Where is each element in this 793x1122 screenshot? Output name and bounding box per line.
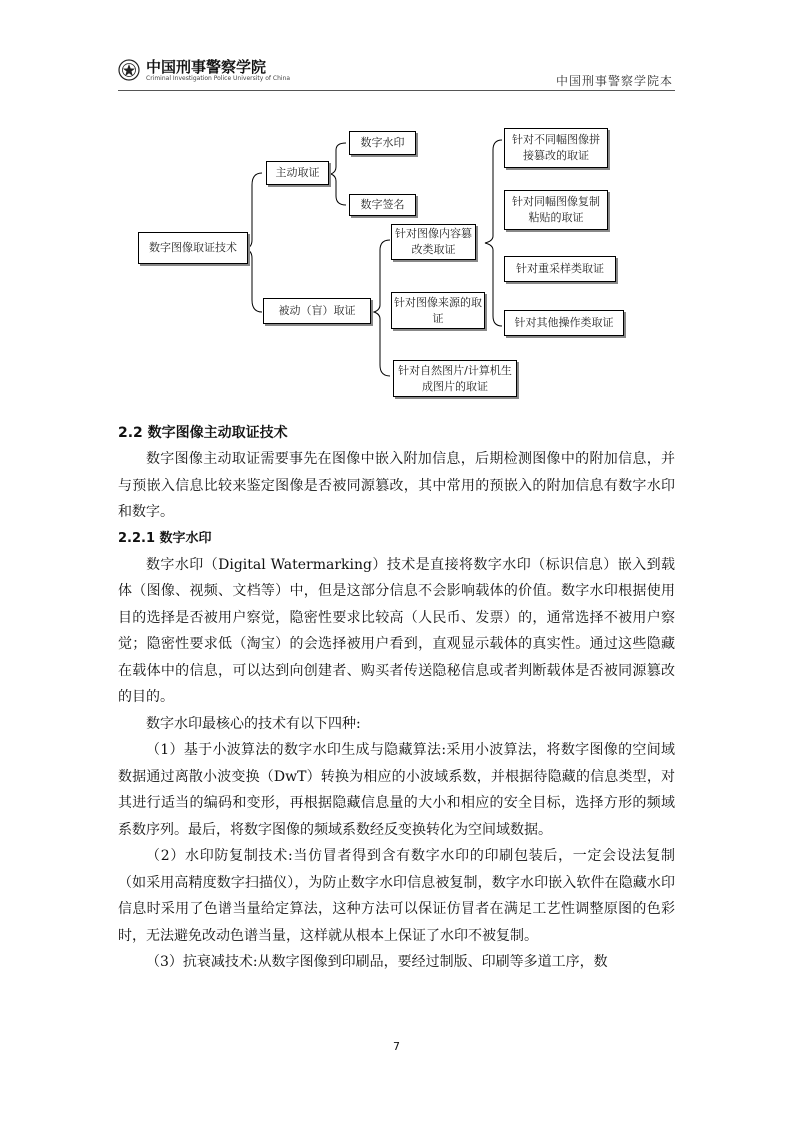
node-passive-forensics: 被动（盲）取证 — [263, 298, 371, 324]
node-content-tamper-forensics: 针对图像内容篡改类取证 — [391, 224, 476, 260]
node-copy-move-forensics: 针对同幅图像复制粘贴的取证 — [504, 190, 608, 230]
header-right-text: 中国刑事警察学院本 — [555, 74, 673, 88]
paragraph-active-forensics: 数字图像主动取证需要事先在图像中嵌入附加信息，后期检测图像中的附加信息，并与预嵌入信息比较来鉴定图像是否被同源篡改，其中常用的预嵌入的附加信息有数字水印和数字。 — [118, 451, 675, 520]
paragraph-watermark-intro: 数字水印（Digital Watermarking）技术是直接将数字水印（标识信息）嵌入到载体（图像、视频、文档等）中，但是这部分信息不会影响载体的价值。数字水印根据使用目的选择是否被用户察觉，隐密性要求比较高（人民币、发票）的，通常选择不被用户察觉；隐密性要求低（淘宝）的会选择被用户看到，直观显示载体的真实性。通过这些隐藏在载体中的信息，可以达到向创建者、购买者传送隐秘信息或者判断载体是否被同源篡改的目的。 — [118, 556, 675, 705]
document-body — [118, 420, 675, 976]
page-number: 7 — [393, 1040, 400, 1053]
forensics-tree-diagram — [0, 0, 793, 420]
node-other-ops-forensics: 针对其他操作类取证 — [504, 310, 624, 336]
node-active-forensics: 主动取证 — [266, 161, 329, 185]
logo-name: 中国刑事警察学院 — [146, 58, 267, 76]
paragraph-wavelet: （1）基于小波算法的数字水印生成与隐藏算法:采用小波算法，将数字图像的空间域数据通过离散小波变换（DwT）转换为相应的小波域系数，并根据待隐藏的信息类型，对其进行适当的编码和变形，再根据隐藏信息量的大小和相应的安全目标，选择方形的频域系数序列。最后，将数字图像的频域系数经反变换转化为空间域数据。 — [118, 742, 675, 838]
paragraph-core-tech: 数字水印最核心的技术有以下四种: — [146, 715, 361, 732]
node-natural-vs-cg-forensics: 针对自然图片/计算机生成图片的取证 — [393, 360, 517, 397]
section-heading-2-2-1: 2.2.1 数字水印 — [118, 530, 212, 546]
node-digital-image-forensics: 数字图像取证技术 — [138, 232, 248, 264]
paragraph-anti-copy: （2）水印防复制技术:当仿冒者得到含有数字水印的印刷包装后，一定会设法复制（如采用高精度数字扫描仪），为防止数字水印信息被复制，数字水印嵌入软件在隐藏水印信息时采用了色谱当量给定算法，这种方法可以保证仿冒者在满足工艺性调整原图的色彩时，无法避免改动色谱当量，这样就从根本上保证了水印不被复制。 — [118, 848, 675, 944]
node-digital-signature: 数字签名 — [349, 194, 416, 216]
node-splice-forensics: 针对不同幅图像拼接篡改的取证 — [504, 128, 608, 168]
logo-english: Criminal Investigation Police University of China — [146, 75, 291, 82]
node-resample-forensics: 针对重采样类取证 — [504, 256, 616, 282]
node-source-forensics: 针对图像来源的取证 — [391, 292, 485, 329]
section-heading-2-2: 2.2 数字图像主动取证技术 — [118, 425, 288, 441]
node-digital-watermark: 数字水印 — [349, 131, 416, 155]
paragraph-anti-decay: （3）抗衰减技术:从数字图像到印刷品，要经过制版、印刷等多道工序，数 — [146, 954, 608, 970]
